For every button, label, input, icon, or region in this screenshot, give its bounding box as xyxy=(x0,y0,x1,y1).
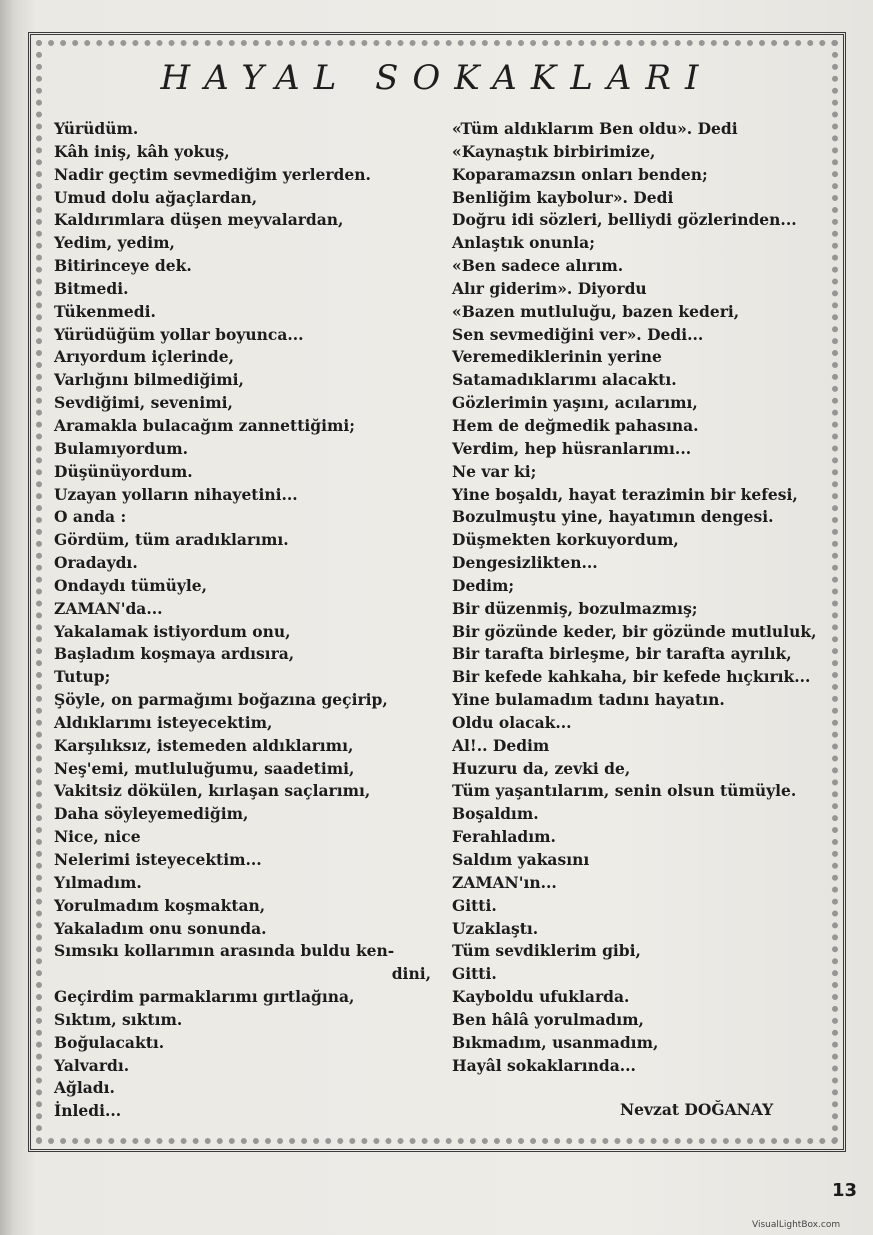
poem-line: Gördüm, tüm aradıklarımı. xyxy=(54,530,289,550)
poem-line: Gitti. xyxy=(452,895,497,915)
poem-line: Ferahladım. xyxy=(452,827,556,847)
poem-line: Düşmekten korkuyordum, xyxy=(452,530,679,550)
left-column xyxy=(54,118,439,1123)
poem-line: Saldım yakasını xyxy=(452,850,590,869)
poem-line: Yakaladım onu sonunda. xyxy=(54,918,267,938)
poem-line: O anda : xyxy=(54,507,127,527)
poem-line: Sımsıkı kollarımın arasında buldu ken- xyxy=(54,941,395,961)
poem-line: Ben hâlâ yorulmadım, xyxy=(452,1009,644,1029)
poem-line: Yılmadım. xyxy=(54,872,142,892)
poem-line: Dedim; xyxy=(452,575,515,595)
poem-line: Tüm sevdiklerim gibi, xyxy=(452,941,641,961)
poem-line: Oldu olacak... xyxy=(452,712,572,732)
poem-line: Kaldırımlara düşen meyvalardan, xyxy=(54,210,344,230)
poem-line: Koparamazsın onları benden; xyxy=(452,164,708,184)
poem-line: Alır giderim». Diyordu xyxy=(452,278,647,298)
poem-line: Yalvardı. xyxy=(54,1055,130,1075)
poem-line: Kâh iniş, kâh yokuş, xyxy=(54,141,230,161)
poem-line: Sen sevmediğini ver». Dedi... xyxy=(452,324,704,344)
poem-line: «Tüm aldıklarım Ben oldu». Dedi xyxy=(452,119,738,138)
poem-line: Anlaştık onunla; xyxy=(452,233,595,253)
poem-line: Tutup; xyxy=(54,667,111,687)
poem-line: Satamadıklarımı alacaktı. xyxy=(452,370,677,390)
poem-line: Yakalamak istiyordum onu, xyxy=(54,621,291,641)
poem-line: Veremediklerinin yerine xyxy=(452,347,662,367)
poem-line: «Kaynaştık birbirimize, xyxy=(452,141,656,161)
poem-line: Bir gözünde keder, bir gözünde mutluluk, xyxy=(452,621,817,641)
poem-line: Tüm yaşantılarım, senin olsun tümüyle. xyxy=(452,781,797,801)
poem-line: Ondaydı tümüyle, xyxy=(54,575,208,595)
poem-line: Yorulmadım koşmaktan, xyxy=(54,895,266,915)
poem-line: ZAMAN'da... xyxy=(54,598,163,618)
poem-title: HAYAL SOKAKLARI xyxy=(160,58,713,98)
author-signature: Nevzat DOĞANAY xyxy=(620,1100,774,1119)
poem-line: Başladım koşmaya ardısıra, xyxy=(54,644,295,664)
poem-line: Tükenmedi. xyxy=(54,301,156,321)
poem-line: Yedim, yedim, xyxy=(54,233,175,253)
poem-line: Uzayan yolların nihayetini... xyxy=(54,484,298,504)
poem-line: Doğru idi sözleri, belliydi gözlerinden... xyxy=(452,210,797,230)
poem-line: Şöyle, on parmağımı boğazına geçirip, xyxy=(54,690,388,710)
page-number: 13 xyxy=(832,1180,858,1201)
poem-line: Yürüdüm. xyxy=(54,119,139,138)
poem-line: Ağladı. xyxy=(54,1078,115,1098)
poem-line: Oradaydı. xyxy=(54,553,138,573)
poem-line: Boğulacaktı. xyxy=(54,1032,165,1052)
poem-line: Yine boşaldı, hayat terazimin bir kefesi, xyxy=(452,484,798,504)
poem-line: Huzuru da, zevki de, xyxy=(452,758,631,778)
poem-line: Karşılıksız, istemeden aldıklarımı, xyxy=(54,735,354,755)
poem-line: Daha söyleyemediğim, xyxy=(54,804,249,824)
poem-line: Gitti. xyxy=(452,964,497,984)
poem-line: Hayâl sokaklarında... xyxy=(452,1055,636,1075)
poem-line: Hem de değmedik pahasına. xyxy=(452,415,699,435)
poem-line: «Bazen mutluluğu, bazen kederi, xyxy=(452,301,740,321)
poem-line: İnledi... xyxy=(54,1101,122,1121)
poem-line: Aramakla bulacağım zannettiğimi; xyxy=(54,415,355,435)
poem-line: Gözlerimin yaşını, acılarımı, xyxy=(452,393,698,413)
poem-line: Uzaklaştı. xyxy=(452,918,539,938)
poem-line: Bir tarafta birleşme, bir tarafta ayrılık, xyxy=(452,644,792,664)
poem-line: Geçirdim parmaklarımı gırtlağına, xyxy=(54,987,355,1007)
poem-line: Sevdiğimi, sevenimi, xyxy=(54,393,233,413)
poem-line: Vakitsiz dökülen, kırlaşan saçlarımı, xyxy=(54,781,371,801)
poem-line: Varlığını bilmediğimi, xyxy=(54,370,244,390)
poem-line: Kayboldu ufuklarda. xyxy=(452,987,630,1007)
poem-line: Nelerimi isteyecektim... xyxy=(54,850,262,869)
poem-line: Düşünüyordum. xyxy=(54,461,193,481)
poem-line: Yine bulamadım tadını hayatın. xyxy=(452,690,725,710)
poem-line: Umud dolu ağaçlardan, xyxy=(54,187,258,207)
poem-line: Al!.. Dedim xyxy=(452,735,550,755)
poem-line: Nadir geçtim sevmediğim yerlerden. xyxy=(54,164,371,184)
watermark: VisualLightBox.com xyxy=(752,1220,841,1230)
poem-line: Bitirinceye dek. xyxy=(54,256,192,276)
poem-line: Bıkmadım, usanmadım, xyxy=(452,1032,659,1052)
poem-line: Sıktım, sıktım. xyxy=(54,1009,183,1029)
poem-line: Aldıklarımı isteyecektim, xyxy=(54,712,273,732)
poem-line: Nice, nice xyxy=(54,827,141,847)
poem-line: Bitmedi. xyxy=(54,278,129,298)
poem-line: Bir düzenmiş, bozulmazmış; xyxy=(452,598,698,618)
right-column xyxy=(452,118,834,1077)
poem-line: Bozulmuştu yine, hayatımın dengesi. xyxy=(452,507,774,527)
poem-line: Yürüdüğüm yollar boyunca... xyxy=(54,324,304,344)
poem-line: Benliğim kaybolur». Dedi xyxy=(452,187,674,207)
poem-line: Neş'emi, mutluluğumu, saadetimi, xyxy=(54,758,355,778)
poem-line: Arıyordum içlerinde, xyxy=(54,347,234,367)
poem-line: ZAMAN'ın... xyxy=(452,872,557,892)
poem-line: «Ben sadece alırım. xyxy=(452,256,624,276)
poem-line: Verdim, hep hüsranlarımı... xyxy=(452,438,692,458)
poem-line: dini, xyxy=(391,964,431,984)
poem-line: Dengesizlikten... xyxy=(452,553,598,573)
poem-line: Bir kefede kahkaha, bir kefede hıçkırık... xyxy=(452,667,811,687)
poem-line: Bulamıyordum. xyxy=(54,438,189,458)
poem-line: Boşaldım. xyxy=(452,804,539,824)
poem-line: Ne var ki; xyxy=(452,461,537,481)
